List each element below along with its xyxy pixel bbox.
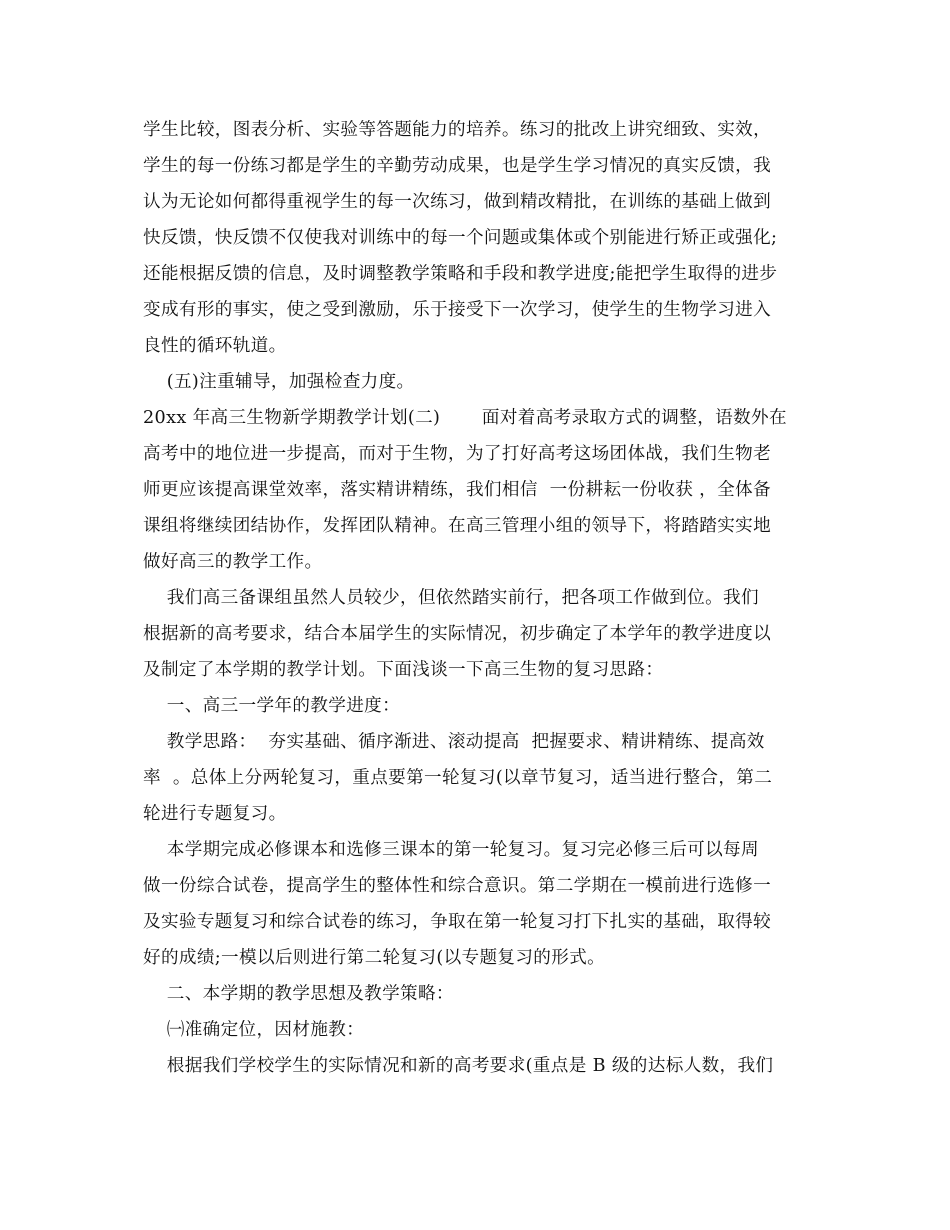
text-line: 做一份综合试卷，提高学生的整体性和综合意识。第二学期在一模前进行选修一 bbox=[143, 876, 772, 896]
text-line: 率 。总体上分两轮复习，重点要第一轮复习(以章节复习，适当进行整合，第二 bbox=[143, 768, 773, 788]
text-line: 学生的每一份练习都是学生的辛勤劳动成果，也是学生学习情况的真实反馈，我 bbox=[143, 156, 772, 176]
text-line: 我们高三备课组虽然人员较少，但依然踏实前行，把各项工作做到位。我们 bbox=[143, 588, 759, 608]
text-line: 学生比较，图表分析、实验等答题能力的培养。练习的批改上讲究细致、实效， bbox=[143, 120, 772, 140]
text-line: 课组将继续团结协作，发挥团队精神。在高三管理小组的领导下，将踏踏实实地 bbox=[143, 516, 772, 536]
text-line: 及实验专题复习和综合试卷的练习，争取在第一轮复习打下扎实的基础，取得较 bbox=[143, 912, 772, 932]
section-title-line: 20xx 年高三生物新学期教学计划(二) 面对着高考录取方式的调整，语数外在 bbox=[143, 408, 787, 428]
text-line: 根据新的高考要求，结合本届学生的实际情况，初步确定了本学年的教学进度以 bbox=[143, 624, 772, 644]
text-line: 好的成绩;一模以后则进行第二轮复习(以专题复习的形式。 bbox=[143, 948, 606, 968]
text-line: (五)注重辅导，加强检查力度。 bbox=[143, 372, 415, 392]
text-line: 轮进行专题复习。 bbox=[143, 804, 287, 824]
text-line: 做好高三的教学工作。 bbox=[143, 552, 323, 572]
heading-line: 二、本学期的教学思想及教学策略： bbox=[143, 984, 454, 1004]
text-line: 认为无论如何都得重视学生的每一次练习，做到精改精批，在训练的基础上做到 bbox=[143, 192, 772, 212]
text-line: 根据我们学校学生的实际情况和新的高考要求(重点是 B 级的达标人数，我们 bbox=[143, 1056, 774, 1076]
text-line: 快反馈，快反馈不仅使我对训练中的每一个问题或集体或个别能进行矫正或强化; bbox=[143, 228, 778, 248]
text-line: 高考中的地位进一步提高，而对于生物，为了打好高考这场团体战，我们生物老 bbox=[143, 444, 772, 464]
text-line: 良性的循环轨道。 bbox=[143, 336, 287, 356]
heading-line: 一、高三一学年的教学进度： bbox=[143, 696, 401, 716]
text-line: 教学思路： 夯实基础、循序渐进、滚动提高 把握要求、精讲精练、提高效 bbox=[143, 732, 765, 752]
text-line: 还能根据反馈的信息，及时调整教学策略和手段和教学进度;能把学生取得的进步 bbox=[143, 264, 778, 284]
subheading-line: ㈠准确定位，因材施教： bbox=[143, 1020, 365, 1040]
text-line: 及制定了本学期的教学计划。下面浅谈一下高三生物的复习思路： bbox=[143, 660, 664, 680]
text-line: 变成有形的事实，使之受到激励，乐于接受下一次学习，使学生的生物学习进入 bbox=[143, 300, 772, 320]
text-line: 师更应该提高课堂效率，落实精讲精练，我们相信 一份耕耘一份收获 ，全体备 bbox=[143, 480, 771, 500]
text-line: 本学期完成必修课本和选修三课本的第一轮复习。复习完必修三后可以每周 bbox=[143, 840, 759, 860]
